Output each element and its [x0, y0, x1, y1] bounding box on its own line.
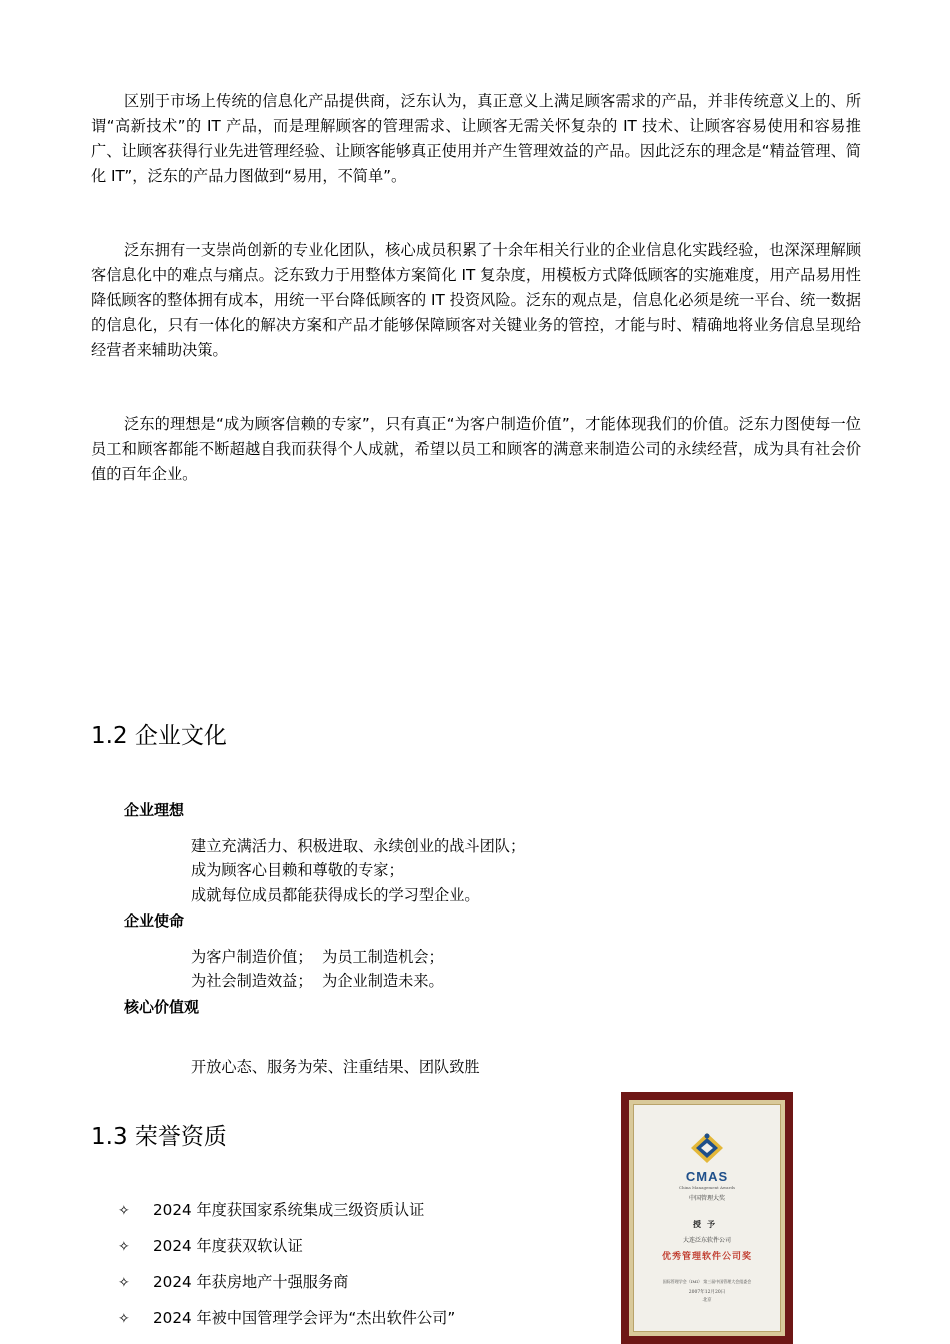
award-plaque-image: [621, 1092, 793, 1344]
plaque-date: 2007年12月20日: [688, 1290, 726, 1295]
mission-line-2: 为社会制造效益； 为企业制造未来。: [191, 972, 444, 990]
sparkle-bullet-icon: ✧: [118, 1239, 130, 1255]
ideal-title: 企业理想: [124, 801, 185, 819]
honor-item: [118, 1234, 303, 1259]
plaque-award-title: 中国管理大奖: [688, 1195, 725, 1202]
mission-line-1: 为客户制造价值； 为员工制造机会；: [191, 948, 444, 966]
plaque-organizer: 国际管理学会（IMI） 第三届中国管理大会组委会: [662, 1279, 752, 1284]
intro-paragraph-1: 区别于市场上传统的信息化产品提供商，泛东认为，真正意义上满足顾客需求的产品，并非传统意义上的、所谓“高新技术”的 IT 产品，而是理解顾客的管理需求、让顾客无需关怀复杂的 IT 技术、让顾客容易使用和容易推广、让顾客获得行业先进管理经验、让顾客能够真正使用并产生管理效益的产品。因此泛东的理念是“精益管理、简化 IT”，泛东的产品力图做到“易用，不简单”。: [91, 92, 861, 185]
sparkle-bullet-icon: ✧: [118, 1311, 130, 1327]
plaque-city: 北京: [702, 1298, 712, 1303]
ideal-line-3: 成就每位成员都能获得成长的学习型企业。: [191, 886, 480, 904]
plaque-award-name: 优秀管理软件公司奖: [661, 1252, 752, 1262]
intro-paragraph-2: 泛东拥有一支崇尚创新的专业化团队，核心成员积累了十余年相关行业的企业信息化实践经验，也深深理解顾客信息化中的难点与痛点。泛东致力于用整体方案简化 IT 复杂度，用模板方式降低顾客的实施难度，用产品易用性降低顾客的整体拥有成本，用统一平台降低顾客的 IT 投资风险。泛东的观点是，信息化必须是统一平台、统一数据的信息化，只有一体化的解决方案和产品才能够保障顾客对关键业务的管控，才能与时、精确地将业务信息呈现给经营者来辅助决策。: [91, 241, 861, 359]
culture-heading: 1.2 企业文化: [91, 723, 227, 749]
honor-item-text: 2024 年获房地产十强服务商: [153, 1273, 349, 1291]
honor-item-text: 2024 年度获双软认证: [153, 1237, 303, 1255]
ideal-line-2: 成为顾客心目赖和尊敬的专家；: [191, 861, 404, 879]
cmas-logo-subtitle: China Management Awards: [678, 1185, 736, 1190]
plaque-company-name: 大连泛东软件公司: [682, 1237, 731, 1244]
mission-title: 企业使命: [124, 912, 185, 930]
cmas-logo-icon: [689, 1131, 725, 1165]
honor-item-text: 2024 年被中国管理学会评为“杰出软件公司”: [153, 1309, 456, 1327]
plaque-matting: [629, 1100, 785, 1336]
honor-item-text: 2024 年度获国家系统集成三级资质认证: [153, 1201, 425, 1219]
honor-item: [118, 1198, 424, 1223]
honors-heading: 1.3 荣誉资质: [91, 1124, 227, 1150]
plaque-certificate: [633, 1104, 781, 1332]
intro-paragraph-3: 泛东的理想是“成为顾客信赖的专家”，只有真正“为客户制造价值”，才能体现我们的价值。泛东力图使每一位员工和顾客都能不断超越自我而获得个人成就，希望以员工和顾客的满意来制造公司的永续经营，成为具有社会价值的百年企业。: [91, 415, 861, 483]
sparkle-bullet-icon: ✧: [118, 1203, 130, 1219]
ideal-line-1: 建立充满活力、积极进取、永续创业的战斗团队；: [191, 837, 526, 855]
sparkle-bullet-icon: ✧: [118, 1275, 130, 1291]
cmas-logo-text: CMAS: [685, 1169, 729, 1184]
honor-item: [118, 1270, 348, 1295]
values-title: 核心价值观: [124, 998, 200, 1016]
honor-item: [118, 1306, 455, 1331]
plaque-grant-text: 授予: [693, 1219, 721, 1229]
values-line: 开放心态、服务为荣、注重结果、团队致胜: [191, 1058, 480, 1076]
